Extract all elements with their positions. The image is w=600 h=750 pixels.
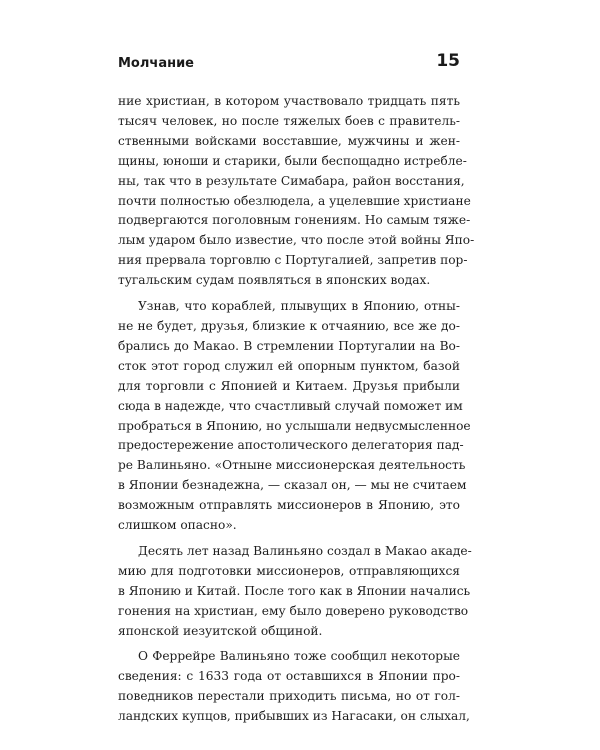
body-text [118,92,475,733]
text-line: в Японию и Китай. После того как в Японии начались [118,583,471,598]
page-number: 15 [436,51,460,71]
paragraph-4 [118,647,470,727]
text-line: поведников перестали приходить письма, но от гол- [118,689,460,704]
text-line: для торговли с Японией и Китаем. Друзья прибыли [118,378,460,393]
text-line: мию для подготовки миссионеров, отправляющихся [118,563,460,578]
text-line: пробраться в Японию, но услышали недвусмысленное [118,418,471,433]
text-line: возможным отправлять миссионеров в Японию, это [118,498,460,513]
text-line: ре Валиньяно. «Отныне миссионерская деятельность [118,458,466,473]
text-line: сток этот город служил ей опорным пунктом, базой [118,358,460,373]
paragraph-3 [118,542,472,642]
text-line: предостережение апостолического делегатория пад- [118,438,464,453]
text-line: не не будет, друзья, близкие к отчаянию, все же до- [118,318,460,333]
text-line: брались до Макао. В стремлении Португалии на Во- [118,338,460,353]
text-line: ны, так что в результате Симабара, район восстания, [118,173,465,188]
text-line: подвергаются поголовным гонениям. Но самым тяже- [118,213,471,228]
text-line: ния прервала торговлю с Португалией, запретив пор- [118,253,468,268]
text-line: ственными войсками восставшие, мужчины и жен- [118,133,460,148]
text-line: Десять лет назад Валиньяно создал в Макао акаде- [138,543,472,558]
text-line: ландских купцов, прибывших из Нагасаки, он слыхал, [118,709,470,724]
text-line: ние христиан, в котором участвовало тридцать пять [118,94,460,108]
text-line: почти полностью обезлюдела, а уцелевшие христиане [118,193,471,208]
paragraph-2 [118,297,471,536]
text-line: тысяч человек, но после тяжелых боев с правитель- [118,113,460,128]
text-line: сведения: с 1633 года от оставшихся в Японии про- [118,669,460,684]
text-line: в Японии безнадежна, — сказал он, — мы не считаем [118,478,467,493]
text-line: сюда в надежде, что счастливый случай поможет им [118,398,463,413]
paragraph-1 [118,92,475,291]
text-line: японской иезуитской общиной. [118,623,323,638]
text-line: щины, юноши и старики, были беспощадно истребле- [118,153,467,168]
text-line: слишком опасно». [118,518,237,533]
text-line: тугальским судам появляться в японских водах. [118,273,431,288]
running-title: Молчание [118,56,194,71]
text-line: гонения на христиан, ему было доверено руководство [118,603,469,618]
text-line: лым ударом было известие, что после этой войны Япо- [118,233,475,248]
text-line: О Феррейре Валиньяно тоже сообщил некоторые [138,649,460,664]
text-line: Узнав, что кораблей, плывущих в Японию, отны- [138,299,460,314]
